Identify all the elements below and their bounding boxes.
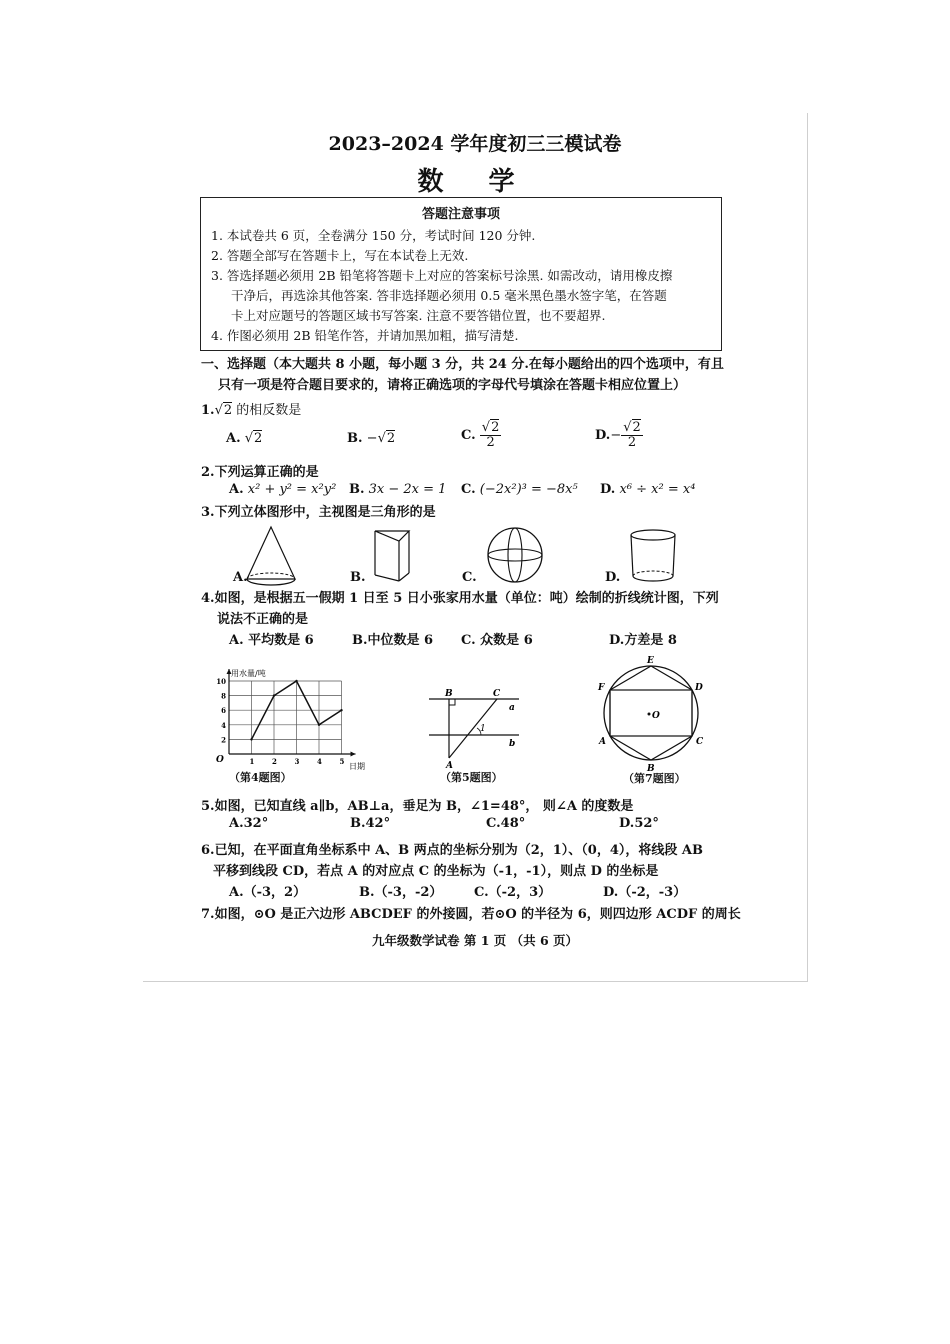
chart-y-tick-label: 8 [221,691,226,701]
figure-4-caption: （第4题图） [229,771,292,784]
q5-option-a: A.32° [229,816,269,831]
chart-y-tick-label: 4 [221,720,226,730]
notice-box [200,197,722,351]
exam-title: 2023–2024 学年度初三三模试卷 [328,133,622,155]
fig5-label-a-point: A [446,761,453,770]
fig7-label-b: B [647,764,655,774]
q5-option-b: B.42° [350,816,391,831]
chart-data-point [318,724,320,726]
q4-option-d: D.方差是 8 [609,633,677,648]
fig7-label-c: C [696,737,704,747]
question-6-stem: 6.已知，在平面直角坐标系中 A、B 两点的坐标分别为（2，1）、（0，4），将线段 AB [201,843,703,858]
q2-option-a: A. x² + y² = x²y² [229,482,337,497]
q6-option-d: D.（-2，-3） [603,885,687,900]
q3-option-b: B. [350,570,366,585]
fig7-label-d: D [695,683,703,693]
chart-data-point [295,680,297,682]
question-6-stem: 平移到线段 CD，若点 A 的对应点 C 的坐标为（-1，-1），则点 D 的坐标是 [213,864,659,879]
notice-line: 3. 答选择题必须用 2B 铅笔将答题卡上对应的答案标号涂黑. 如需改动，请用橡皮擦 [211,268,673,283]
figure-7-caption: （第7题图） [623,772,686,785]
q4-option-c: C. 众数是 6 [461,633,533,648]
q1-option-d: D.− $\frac{√2}{2}$ [595,420,641,450]
exam-page [143,113,808,982]
section-heading: 只有一项是符合题目要求的，请将正确选项的字母代号填涂在答题卡相应位置上） [218,378,687,393]
chart-x-tick-label: 1 [249,757,255,766]
chart-data-point [340,709,342,711]
chart-y-tick-label: 6 [221,706,226,716]
q3-option-a: A. [233,570,248,585]
fig7-label-o: O [652,711,660,721]
fig5-label-b-point: B [445,689,453,699]
section-heading: 一、选择题（本大题共 8 小题，每小题 3 分，共 24 分.在每小题给出的四个选项中，有且 [201,357,724,372]
q1-option-a: A. √2 [226,431,263,446]
chart-x-tick-label: 2 [272,757,277,766]
q2-option-b: B. 3x − 2x = 1 [349,482,447,497]
fig5-label-c-point: C [493,689,501,699]
question-4-stem: 说法不正确的是 [217,612,309,627]
fig5-label-angle-1: 1 [480,724,486,734]
chart-y-tick-label: 10 [216,677,226,686]
chart-x-tick-label: 3 [294,757,300,766]
fig7-label-f: F [598,683,605,693]
notice-line: 卡上对应题号的答题区域书写答案. 注意不要答错位置，也不要超界. [231,308,606,323]
sphere-figure [483,523,547,587]
q3-option-c: C. [462,570,477,585]
question-4-stem: 4.如图，是根据五一假期 1 日至 5 日小张家用水量（单位：吨）绘制的折线统计图，下列 [201,591,719,606]
q1-option-b: B. −√2 [347,431,396,446]
fig5-label-line-a: a [509,703,515,713]
notice-title: 答题注意事项 [421,207,500,222]
question-5-stem: 5.如图，已知直线 a∥b，AB⊥a，垂足为 B，∠1=48°， 则∠A 的度数是 [201,799,634,814]
parallel-lines-figure [423,686,527,770]
q2-option-d: D. x⁶ ÷ x² = x⁴ [600,482,696,497]
q3-option-d: D. [605,570,621,585]
chart-data-point [250,738,252,740]
chart-y-tick-label: 2 [221,735,226,745]
q6-option-c: C.（-2，3） [474,885,552,900]
exam-subject: 数 学 [417,167,533,197]
fig7-label-e: E [647,656,654,666]
cylinder-figure [625,526,685,586]
notice-line: 4. 作图必须用 2B 铅笔作答，并请加黑加粗，描写清楚. [211,328,519,343]
chart-data-point [273,694,275,696]
question-2-stem: 2.下列运算正确的是 [201,465,319,480]
q5-option-d: D.52° [619,816,659,831]
q6-option-b: B.（-3，-2） [359,885,443,900]
triangular-prism-figure [365,523,425,585]
question-7-stem: 7.如图，⊙O 是正六边形 ABCDEF 的外接圆，若⊙O 的半径为 6，则四边形 ACDF 的周长 [201,907,741,922]
q4-option-a: A. 平均数是 6 [229,633,314,648]
q1-option-c: C. $\frac{√2}{2}$ [461,420,500,450]
q5-option-c: C.48° [486,816,526,831]
chart-origin-label: O [216,755,224,765]
question-1-stem: 1.√2 的相反数是 [201,403,302,418]
notice-line: 干净后，再选涂其他答案. 答非选择题必须用 0.5 毫米黑色墨水签字笔，在答题 [231,288,667,303]
hexagon-circle-figure [591,653,713,775]
q2-option-c: C. (−2x²)³ = −8x⁵ [461,482,578,497]
fig5-label-line-b: b [509,739,516,749]
water-usage-line-chart [213,666,383,778]
q4-option-b: B.中位数是 6 [352,633,434,648]
notice-line: 1. 本试卷共 6 页，全卷满分 150 分，考试时间 120 分钟. [211,228,536,243]
chart-x-tick-label: 4 [317,757,322,766]
page-footer: 九年级数学试卷 第 1 页 （共 6 页） [371,933,578,948]
notice-line: 2. 答题全部写在答题卡上，写在本试卷上无效. [211,248,469,263]
figure-5-caption: （第5题图） [440,771,503,784]
chart-x-tick-label: 5 [339,757,345,766]
chart-x-axis-arrow [351,752,356,757]
q6-option-a: A.（-3，2） [229,885,307,900]
chart-y-axis-label: 用水量/吨 [231,669,266,678]
question-3-stem: 3.下列立体图形中，主视图是三角形的是 [201,505,436,520]
chart-x-axis-label: 日期 [349,762,365,771]
fig7-label-a: A [599,737,606,747]
